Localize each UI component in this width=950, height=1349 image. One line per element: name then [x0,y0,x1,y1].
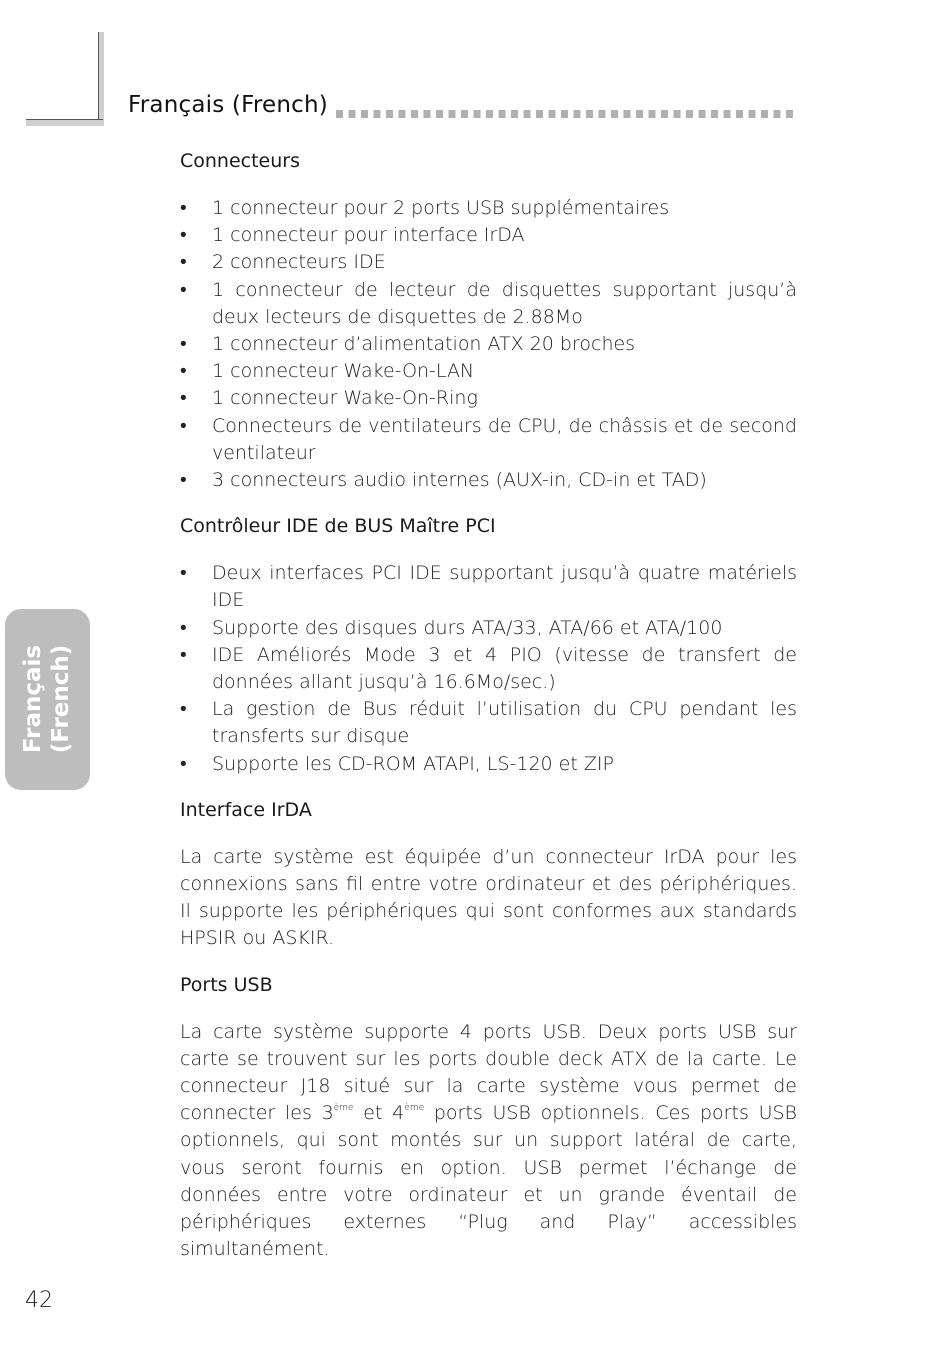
page-header-title: Français (French) [128,92,328,118]
page-number: 42 [25,1288,53,1313]
list-item: • 1 connecteur Wake-On-LAN [180,358,797,385]
section-heading-ide: Contrôleur IDE de BUS Maître PCI [180,515,496,538]
connecteurs-list [180,195,797,494]
usb-paragraph [180,1019,797,1264]
list-item: • Connecteurs de ventilateurs de CPU, de châssis et de second ventilateur [180,413,797,467]
main-content [180,148,797,1264]
ide-list [180,560,797,778]
list-item: • 1 connecteur pour 2 ports USB supplémentaires [180,195,797,222]
list-item: • 3 connecteurs audio internes (AUX-in, CD-in et TAD) [180,467,797,494]
side-tab-line2: (French) [48,644,74,754]
usb-text-part3: ports USB optionnels. Ces ports USB optionnels, qui sont montés sur un support latéral de carte, vous seront fournis en option. USB permet l’échange de données entre votre ordinateur et un grande éventail de périphériques externes “Plug and Play” accessibles simultanément. [180,1102,797,1261]
header-dotted-rule [336,110,798,118]
list-item: • IDE Améliorés Mode 3 et 4 PIO (vitesse de transfert de données allant jusqu’à 16.6Mo/sec.) [180,642,797,696]
list-item: • 1 connecteur de lecteur de disquettes supportant jusqu’à deux lecteurs de disquettes de 2.88Mo [180,277,797,331]
list-item: • Deux interfaces PCI IDE supportant jusqu’à quatre matériels IDE [180,560,797,614]
list-item: • 1 connecteur pour interface IrDA [180,222,797,249]
list-item: • Supporte des disques durs ATA/33, ATA/66 et ATA/100 [180,615,797,642]
list-item: • Supporte les CD-ROM ATAPI, LS-120 et ZIP [180,751,797,778]
section-heading-irda: Interface IrDA [180,798,312,821]
list-item: • La gestion de Bus réduit l’utilisation du CPU pendant les transferts sur disque [180,696,797,750]
side-tab-line1: Français [20,644,46,754]
list-item: • 1 connecteur Wake-On-Ring [180,385,797,412]
usb-superscript-1: ème [333,1103,354,1114]
language-side-tab-label [19,645,75,754]
usb-text-part2: et 4 [353,1102,405,1125]
corner-bracket-vertical [98,32,104,126]
section-heading-usb: Ports USB [180,973,273,996]
corner-bracket-horizontal [26,119,103,126]
list-item: • 2 connecteurs IDE [180,249,797,276]
section-heading-connecteurs: Connecteurs [180,150,301,172]
list-item: • 1 connecteur d’alimentation ATX 20 broches [180,331,797,358]
usb-text-part1: La carte système supporte 4 ports USB. Deux ports USB sur carte se trouvent sur les ports double deck ATX de la carte. Le connecteur J18 situé sur la carte système vous permet de connecter les 3 [180,1020,797,1125]
usb-superscript-2: ème [404,1103,425,1114]
irda-paragraph: La carte système est équipée d’un connecteur IrDA pour les connexions sans fil entre votre ordinateur et des périphériques. Il supporte les périphériques qui sont conformes aux standards HPSIR ou ASKIR. [180,845,797,950]
